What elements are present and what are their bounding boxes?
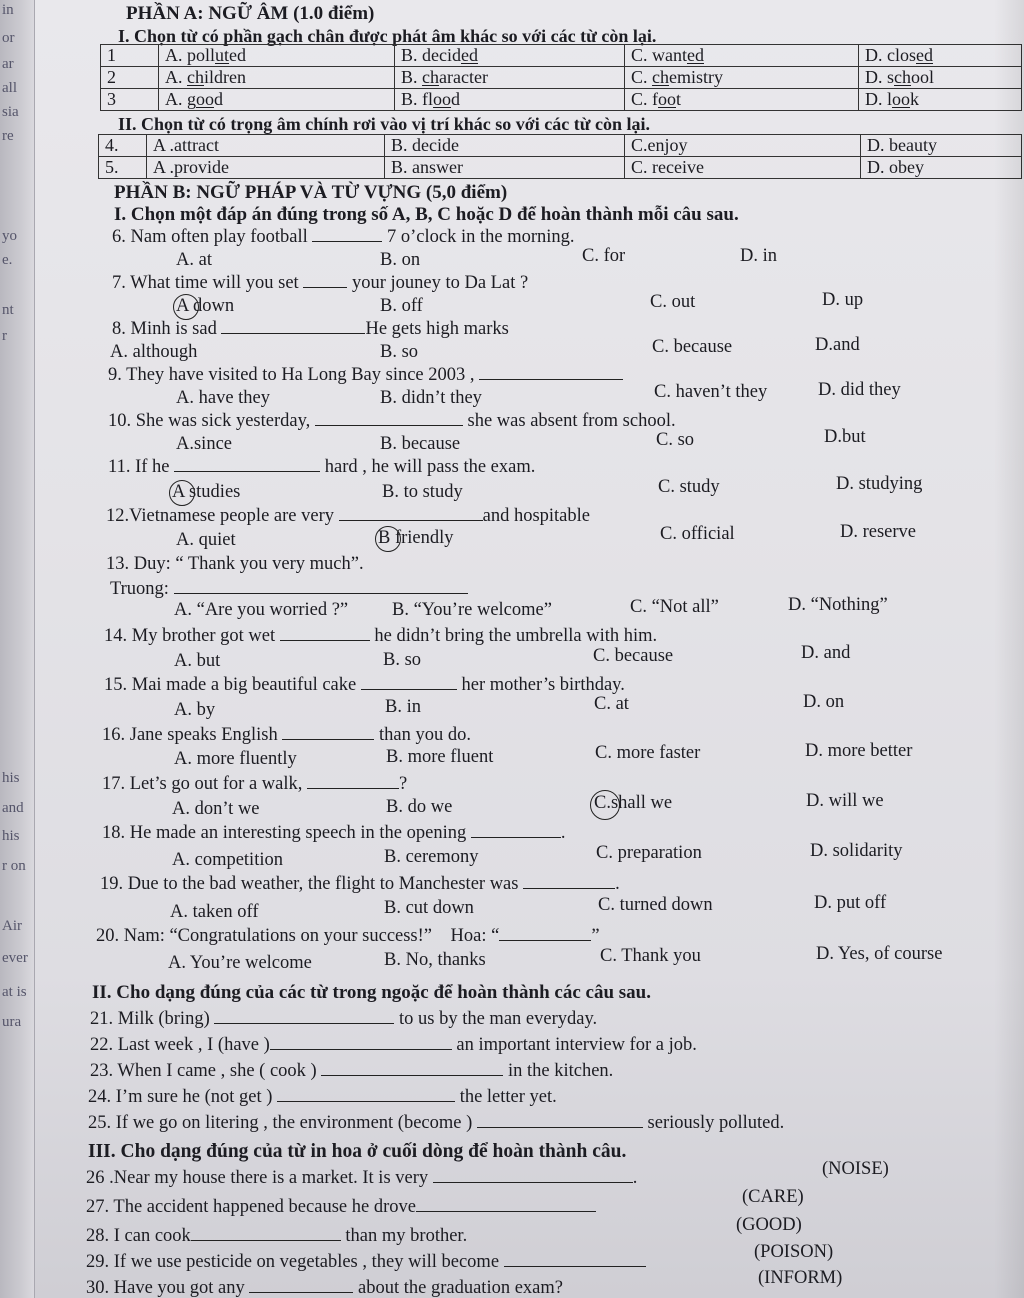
option-c-circled: C.shall we xyxy=(594,793,672,814)
option-a: A .provide xyxy=(147,157,385,179)
option-c: C. at xyxy=(594,694,629,714)
question-13: 13. Duy: “ Thank you very much”. xyxy=(106,554,364,574)
question-14: 14. My brother got wet he didn’t bring the umbrella with him. xyxy=(104,626,658,646)
option-d: D. more better xyxy=(805,741,913,761)
option-a: A. polluted xyxy=(159,45,395,67)
question-number: 1 xyxy=(101,45,159,67)
fill-item-25: 25. If we go on litering , the environment (become ) seriously polluted. xyxy=(88,1113,785,1133)
section-b-part2-title: II. Cho dạng đúng của các từ trong ngoặc để hoàn thành các câu sau. xyxy=(92,982,651,1003)
option-c: C. haven’t they xyxy=(654,382,768,402)
question-11: 11. If he hard , he will pass the exam. xyxy=(108,457,536,477)
section-a-part2-title: II. Chọn từ có trọng âm chính rơi vào vị trí khác so với các từ còn lại. xyxy=(118,114,651,134)
table-row xyxy=(101,45,1022,67)
previous-page-edge xyxy=(0,0,35,1298)
option-b: B. cut down xyxy=(384,898,474,918)
section-a-title: PHẦN A: NGỮ ÂM (1.0 điểm) xyxy=(126,3,375,24)
page-fragment: ar xyxy=(2,56,14,72)
fill-item-23: 23. When I came , she ( cook ) in the kitchen. xyxy=(90,1061,614,1081)
page-fragment: e. xyxy=(2,252,13,268)
option-c: C. out xyxy=(650,292,696,312)
table-row xyxy=(99,135,1022,157)
option-c: C. so xyxy=(656,430,695,450)
question-8: 8. Minh is sad He gets high marks xyxy=(112,319,509,339)
question-number: 4. xyxy=(99,135,147,157)
page-shadow xyxy=(994,0,1024,1298)
page-fragment: re xyxy=(2,128,14,144)
question-10: 10. She was sick yesterday, she was absent from school. xyxy=(108,411,676,431)
word-form-item-26: 26 .Near my house there is a market. It is very . xyxy=(86,1168,638,1188)
phonetics-table xyxy=(100,44,1022,111)
question-19: 19. Due to the bad weather, the flight to Manchester was . xyxy=(100,874,620,894)
option-c: C. because xyxy=(593,646,674,666)
option-a: A. competition xyxy=(172,850,283,870)
fill-item-21: 21. Milk (bring) to us by the man everyday. xyxy=(90,1009,598,1029)
option-c: C. because xyxy=(652,337,733,357)
option-c: C. chemistry xyxy=(625,67,859,89)
option-d: D. studying xyxy=(836,474,923,494)
option-c: C. turned down xyxy=(598,895,713,915)
page-fragment: r on xyxy=(2,858,26,874)
option-d: D. obey xyxy=(861,157,1022,179)
option-d: D. on xyxy=(803,692,845,712)
option-d: D.and xyxy=(815,335,860,355)
option-c: C. more faster xyxy=(595,743,701,763)
option-a: A. although xyxy=(110,342,198,362)
option-d: D. did they xyxy=(818,380,901,400)
word-form-cue: (POISON) xyxy=(754,1242,834,1262)
option-a: A. more fluently xyxy=(174,749,297,769)
option-a: A. children xyxy=(159,67,395,89)
option-b: B. No, thanks xyxy=(384,950,486,970)
option-a: A. You’re welcome xyxy=(168,953,312,973)
question-number: 5. xyxy=(99,157,147,179)
section-b-title: PHẦN B: NGỮ PHÁP VÀ TỪ VỰNG (5,0 điểm) xyxy=(114,182,508,203)
question-9: 9. They have visited to Ha Long Bay since 2003 , xyxy=(108,365,623,386)
question-16: 16. Jane speaks English than you do. xyxy=(102,725,471,745)
option-d: D. Yes, of course xyxy=(816,944,943,964)
option-d: D. school xyxy=(859,67,1022,89)
question-13-response: Truong: xyxy=(110,579,468,600)
page-fragment: nt xyxy=(2,302,14,318)
option-b: B. decided xyxy=(395,45,625,67)
question-18: 18. He made an interesting speech in the opening . xyxy=(102,823,566,843)
option-a: A. by xyxy=(174,700,216,720)
option-d: D. put off xyxy=(814,893,887,913)
option-b: B. on xyxy=(380,250,421,270)
option-b: B. decide xyxy=(385,135,625,157)
option-b: B. do we xyxy=(386,797,453,817)
table-row xyxy=(101,67,1022,89)
page-fragment: in xyxy=(2,2,14,18)
answer-circle xyxy=(375,526,401,552)
answer-circle xyxy=(169,480,195,506)
page-fragment: his xyxy=(2,828,20,844)
option-b: B. so xyxy=(380,342,419,362)
option-c: C. official xyxy=(660,524,735,544)
question-number: 3 xyxy=(101,89,159,111)
word-form-cue: (GOOD) xyxy=(736,1215,802,1235)
option-c: C. wanted xyxy=(625,45,859,67)
table-row xyxy=(101,89,1022,111)
page-fragment: and xyxy=(2,800,24,816)
fill-item-24: 24. I’m sure he (not get ) the letter yet. xyxy=(88,1087,557,1107)
option-b: B. “You’re welcome” xyxy=(392,600,552,620)
stress-table xyxy=(98,134,1022,179)
page-fragment: his xyxy=(2,770,20,786)
section-a-part1-title: I. Chọn từ có phần gạch chân được phát âm khác so với các từ còn lại. xyxy=(118,26,657,46)
option-d: D. reserve xyxy=(840,522,917,542)
option-c: C. study xyxy=(658,477,720,497)
table-row xyxy=(99,157,1022,179)
question-12: 12.Vietnamese people are very and hospitable xyxy=(106,506,590,526)
word-form-cue: (CARE) xyxy=(742,1187,804,1207)
option-b: B. more fluent xyxy=(386,747,494,767)
question-20: 20. Nam: “Congratulations on your success!” Hoa: “ ” xyxy=(96,926,600,946)
option-b: B. flood xyxy=(395,89,625,111)
option-a: A.since xyxy=(176,434,232,454)
word-form-cue: (INFORM) xyxy=(758,1268,843,1288)
option-d: D. in xyxy=(740,246,777,266)
option-d: D. “Nothing” xyxy=(788,595,888,615)
option-a: A. quiet xyxy=(176,530,236,550)
option-a: A. at xyxy=(176,250,212,270)
option-a: A. taken off xyxy=(170,902,259,922)
option-b: B. off xyxy=(380,296,423,316)
page-fragment: Air xyxy=(2,918,22,934)
word-form-item-30: 30. Have you got any about the graduation exam? xyxy=(86,1278,563,1298)
option-c: C.enjoy xyxy=(625,135,861,157)
option-b: B. didn’t they xyxy=(380,388,482,408)
option-a: A. “Are you worried ?” xyxy=(174,600,349,620)
fill-item-22: 22. Last week , I (have ) an important interview for a job. xyxy=(90,1035,697,1055)
option-b: B. so xyxy=(383,650,422,670)
option-a: A. but xyxy=(174,651,221,671)
option-a: A .attract xyxy=(147,135,385,157)
page-fragment: ura xyxy=(2,1014,22,1030)
question-6: 6. Nam often play football 7 o’clock in the morning. xyxy=(112,227,575,247)
option-d: D. closed xyxy=(859,45,1022,67)
option-d: D. will we xyxy=(806,791,884,811)
option-a: A. good xyxy=(159,89,395,111)
page-fragment: r xyxy=(2,328,7,344)
option-b: B. ceremony xyxy=(384,847,479,867)
option-b-circled: B friendly xyxy=(378,528,454,549)
word-form-cue: (NOISE) xyxy=(822,1159,889,1179)
page-fragment: ever xyxy=(2,950,28,966)
option-c: C. Thank you xyxy=(600,946,701,966)
answer-circle xyxy=(590,790,620,820)
option-a: A. don’t we xyxy=(172,799,260,819)
option-b: B. answer xyxy=(385,157,625,179)
page-fragment: or xyxy=(2,30,15,46)
question-17: 17. Let’s go out for a walk, ? xyxy=(102,774,408,794)
question-number: 2 xyxy=(101,67,159,89)
word-form-item-29: 29. If we use pesticide on vegetables , they will become xyxy=(86,1252,646,1273)
option-a-circled: A studies xyxy=(172,482,240,503)
option-d: D.but xyxy=(824,427,866,447)
option-c: C. for xyxy=(582,246,626,266)
option-d: D. and xyxy=(801,643,851,663)
page-fragment: sia xyxy=(2,104,19,120)
option-a-circled: A down xyxy=(176,296,234,317)
option-d: D. up xyxy=(822,290,864,310)
option-d: D. solidarity xyxy=(810,841,903,861)
option-c: C. “Not all” xyxy=(630,597,719,617)
question-15: 15. Mai made a big beautiful cake her mother’s birthday. xyxy=(104,675,625,695)
option-b: B. because xyxy=(380,434,461,454)
word-form-item-28: 28. I can cook than my brother. xyxy=(86,1226,468,1246)
page-fragment: all xyxy=(2,80,17,96)
section-b-part1-title: I. Chọn một đáp án đúng trong số A, B, C hoặc D để hoàn thành mỗi câu sau. xyxy=(114,204,739,225)
option-d: D. look xyxy=(859,89,1022,111)
answer-circle xyxy=(173,294,199,320)
question-7: 7. What time will you set your jouney to Da Lat ? xyxy=(112,273,529,293)
page-fragment: at is xyxy=(2,984,27,1000)
option-b: B. in xyxy=(385,697,421,717)
word-form-item-27: 27. The accident happened because he drove xyxy=(86,1197,596,1218)
option-b: B. character xyxy=(395,67,625,89)
option-c: C. preparation xyxy=(596,843,702,863)
section-b-part3-title: III. Cho dạng đúng của từ in hoa ở cuối dòng để hoàn thành câu. xyxy=(88,1141,627,1162)
option-c: C. foot xyxy=(625,89,859,111)
option-b: B. to study xyxy=(382,482,463,502)
option-c: C. receive xyxy=(625,157,861,179)
page-fragment: yo xyxy=(2,228,17,244)
option-a: A. have they xyxy=(176,388,271,408)
option-d: D. beauty xyxy=(861,135,1022,157)
